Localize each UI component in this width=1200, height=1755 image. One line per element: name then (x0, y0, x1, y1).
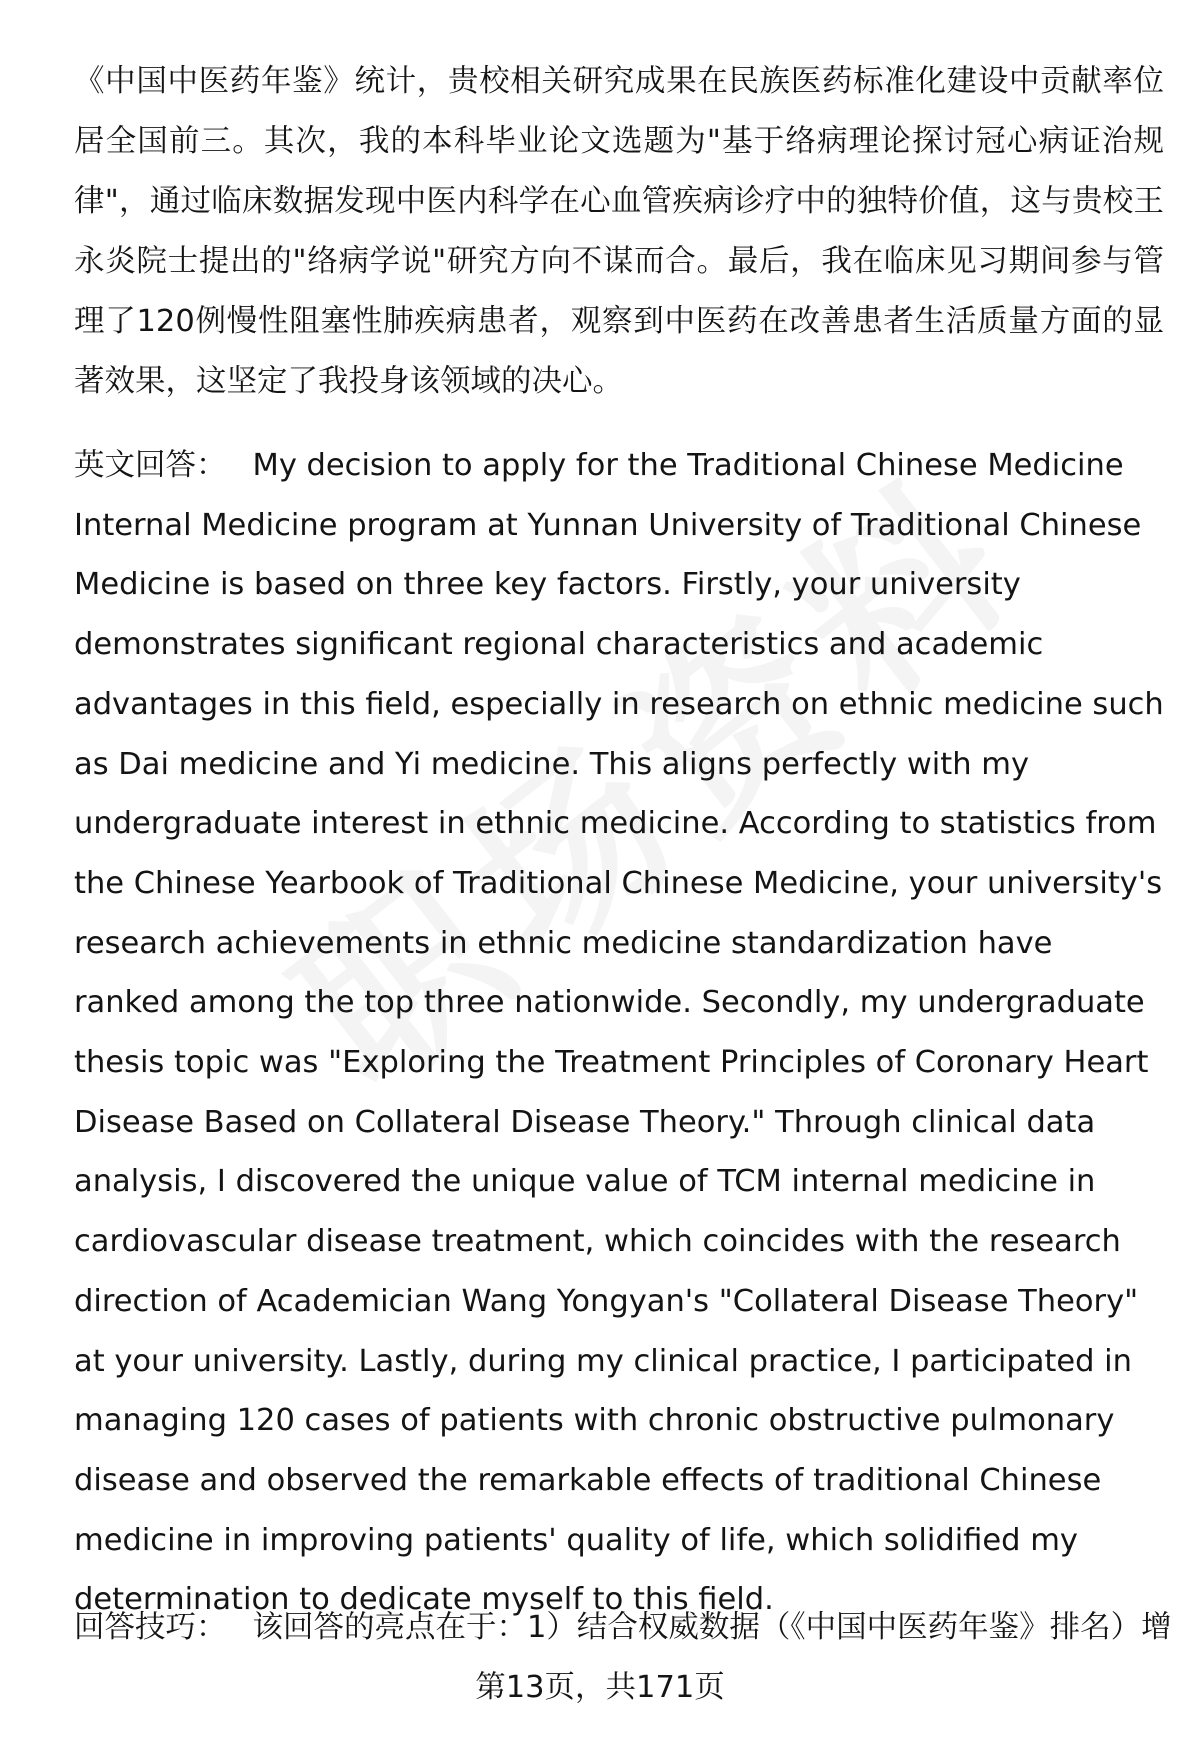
answer-tips-label: 回答技巧： (74, 1610, 227, 1645)
english-answer-label: 英文回答： (74, 448, 227, 483)
page-footer (0, 1658, 1200, 1718)
english-answer-section (74, 436, 1164, 1630)
page-number: 第13页，共171页 (475, 1670, 725, 1705)
page-content (74, 52, 1164, 1630)
chinese-answer-paragraph: 《中国中医药年鉴》统计，贵校相关研究成果在民族医药标准化建设中贡献率位居全国前三。其次，我的本科毕业论文选题为"基于络病理论探讨冠心病证治规律"，通过临床数据发现中医内科学在心血管疾病诊疗中的独特价值，这与贵校王永炎院士提出的"络病学说"研究方向不谋而合。最后，我在临床见习期间参与管理了120例慢性阻塞性肺疾病患者，观察到中医药在改善患者生活质量方面的显著效果，这坚定了我投身该领域的决心。 (74, 64, 1164, 399)
answer-tips-text: 该回答的亮点在于：1）结合权威数据（《中国中医药年鉴》排名）增 (252, 1610, 1172, 1645)
answer-tips-section (74, 1598, 1174, 1658)
english-answer-text: My decision to apply for the Traditional Chinese Medicine Internal Medicine program at Yunnan University of Traditional Chinese Medicine is based on three key factors. Firstly, your university demonstrates significant regional characteristics and academic advantages in this field, especially in research on ethnic medicine such as Dai medicine and Yi medicine. This aligns perfectly with my undergraduate interest in ethnic medicine. According to statistics from the Chinese Yearbook of Traditional Chinese Medicine, your university's research achievements in ethnic medicine standardization have ranked among the top three nationwide. Secondly, my undergraduate thesis topic was "Exploring the Treatment Principles of Coronary Heart Disease Based on Collateral Disease Theory." Through clinical data analysis, I discovered the unique value of TCM internal medicine in cardiovascular disease treatment, which coincides with the research direction of Academician Wang Yongyan's "Collateral Disease Theory" at your university. Lastly, during my clinical practice, I participated in managing 120 cases of patients with chronic obstructive pulmonary disease and observed the remarkable effects of traditional Chinese medicine in improving patients' quality of life, which solidified my determination to dedicate myself to this field. (74, 448, 1164, 1618)
